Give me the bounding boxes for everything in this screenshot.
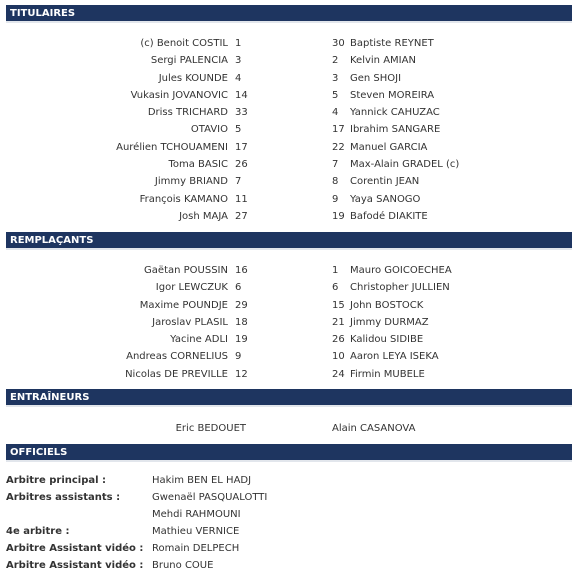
coach-away: Alain CASANOVA: [332, 423, 416, 434]
home-player-name: (c) Benoit COSTIL: [140, 38, 228, 49]
home-player-number: 14: [235, 89, 248, 101]
home-player-number: 9: [235, 351, 242, 363]
away-player-number: 30: [332, 38, 345, 49]
away-player-name: Yaya SANOGO: [350, 193, 421, 205]
player-row: [0, 156, 576, 173]
away-player-name: Jimmy DURMAZ: [350, 316, 429, 328]
away-player-name: John BOSTOCK: [350, 299, 424, 311]
player-row: [0, 262, 576, 279]
away-player-name: Baptiste REYNET: [350, 38, 434, 49]
away-player-number: 15: [332, 299, 345, 311]
home-player-name: Toma BASIC: [168, 159, 228, 171]
away-player-number: 9: [332, 193, 339, 205]
official-role: Arbitre Assistant vidéo :: [6, 560, 144, 571]
home-player-number: 33: [235, 107, 248, 119]
player-row: [0, 191, 576, 208]
away-player-name: Firmin MUBELE: [350, 368, 425, 380]
home-player-name: Jimmy BRIAND: [154, 176, 228, 188]
away-player-name: Ibrahim SANGARE: [350, 124, 441, 136]
remplacants-list: [0, 262, 576, 383]
home-player-number: 11: [235, 193, 248, 205]
player-row: [0, 366, 576, 383]
official-name: Mathieu VERNICE: [152, 526, 240, 537]
player-row: [0, 331, 576, 348]
home-player-number: 17: [235, 141, 248, 153]
away-player-number: 17: [332, 124, 345, 136]
home-player-name: Sergi PALENCIA: [150, 55, 228, 67]
away-player-number: 24: [332, 368, 345, 380]
titulaires-list: [0, 35, 576, 225]
home-player-number: 26: [235, 159, 248, 171]
player-row: [0, 297, 576, 314]
section-header-remplacants: REMPLAÇANTS: [6, 232, 572, 250]
player-row: [0, 208, 576, 225]
official-name: Mehdi RAHMOUNI: [152, 509, 241, 520]
coach-home: Eric BEDOUET: [175, 423, 246, 434]
away-player-name: Max-Alain GRADEL (c): [350, 159, 460, 171]
home-player-number: 7: [235, 176, 242, 188]
away-player-number: 22: [332, 141, 345, 153]
away-player-number: 5: [332, 89, 339, 101]
official-name: Hakim BEN EL HADJ: [152, 475, 252, 486]
officiels-list: [0, 472, 576, 574]
away-player-number: 2: [332, 55, 339, 67]
official-row: [0, 506, 576, 523]
away-player-name: Gen SHOJI: [350, 72, 402, 84]
away-player-number: 7: [332, 159, 339, 171]
away-player-number: 1: [332, 265, 339, 276]
home-player-number: 1: [235, 38, 242, 49]
home-player-name: Andreas CORNELIUS: [126, 351, 228, 363]
official-row: [0, 472, 576, 489]
away-player-name: Corentin JEAN: [350, 176, 420, 188]
section-header-officiels: OFFICIELS: [6, 444, 572, 462]
player-row: [0, 348, 576, 365]
player-row: [0, 139, 576, 156]
away-player-name: Manuel GARCIA: [350, 141, 428, 153]
away-player-number: 19: [332, 210, 345, 222]
home-player-name: OTAVIO: [190, 124, 228, 136]
away-player-number: 8: [332, 176, 339, 188]
home-player-name: Vukasin JOVANOVIC: [130, 89, 228, 101]
away-player-name: Kalidou SIDIBE: [350, 334, 424, 346]
section-header-entraineurs: ENTRAÎNEURS: [6, 389, 572, 407]
away-player-name: Bafodé DIAKITE: [350, 210, 428, 222]
home-player-name: Josh MAJA: [179, 210, 228, 222]
away-player-name: Steven MOREIRA: [350, 89, 435, 101]
home-player-name: Igor LEWCZUK: [155, 282, 228, 294]
away-player-name: Mauro GOICOECHEA: [350, 265, 452, 276]
home-player-name: Yacine ADLI: [170, 334, 228, 346]
home-player-number: 18: [235, 316, 248, 328]
home-player-number: 16: [235, 265, 248, 276]
away-player-number: 4: [332, 107, 339, 119]
away-player-number: 6: [332, 282, 339, 294]
home-player-number: 6: [235, 282, 242, 294]
home-player-number: 3: [235, 55, 242, 67]
home-player-name: Maxime POUNDJE: [139, 299, 228, 311]
home-player-name: Aurélien TCHOUAMENI: [116, 141, 228, 153]
player-row: [0, 52, 576, 69]
player-row: [0, 279, 576, 296]
player-row: [0, 35, 576, 52]
home-player-number: 12: [235, 368, 248, 380]
away-player-number: 10: [332, 351, 345, 363]
home-player-number: 4: [235, 72, 242, 84]
section-header-titulaires: TITULAIRES: [6, 5, 572, 23]
official-role: Arbitres assistants :: [6, 492, 121, 503]
player-row: [0, 173, 576, 190]
player-row: [0, 70, 576, 87]
away-player-number: 21: [332, 316, 345, 328]
home-player-name: Driss TRICHARD: [147, 107, 228, 119]
home-player-number: 19: [235, 334, 248, 346]
home-player-name: Jules KOUNDE: [158, 72, 228, 84]
official-role: 4e arbitre :: [6, 526, 70, 537]
home-player-name: Jaroslav PLASIL: [152, 316, 228, 328]
official-role: Arbitre principal :: [6, 475, 107, 486]
home-player-name: Nicolas DE PREVILLE: [125, 368, 228, 380]
home-player-name: François KAMANO: [139, 193, 228, 205]
official-name: Bruno COUE: [152, 560, 214, 571]
official-name: Gwenaël PASQUALOTTI: [152, 492, 268, 503]
entraineurs-list: [0, 420, 576, 437]
away-player-name: Yannick CAHUZAC: [350, 107, 440, 119]
home-player-number: 5: [235, 124, 242, 136]
away-player-name: Aaron LEYA ISEKA: [350, 351, 439, 363]
player-row: [0, 104, 576, 121]
home-player-number: 27: [235, 210, 248, 222]
official-name: Romain DELPECH: [152, 543, 240, 554]
official-role: Arbitre Assistant vidéo :: [6, 543, 144, 554]
official-row: [0, 557, 576, 574]
official-row: [0, 523, 576, 540]
player-row: [0, 314, 576, 331]
home-player-number: 29: [235, 299, 248, 311]
home-player-name: Gaëtan POUSSIN: [144, 265, 228, 276]
away-player-number: 3: [332, 72, 339, 84]
player-row: [0, 121, 576, 138]
away-player-name: Kelvin AMIAN: [350, 55, 416, 67]
official-row: [0, 540, 576, 557]
official-row: [0, 489, 576, 506]
player-row: [0, 87, 576, 104]
away-player-number: 26: [332, 334, 345, 346]
away-player-name: Christopher JULLIEN: [350, 282, 450, 294]
